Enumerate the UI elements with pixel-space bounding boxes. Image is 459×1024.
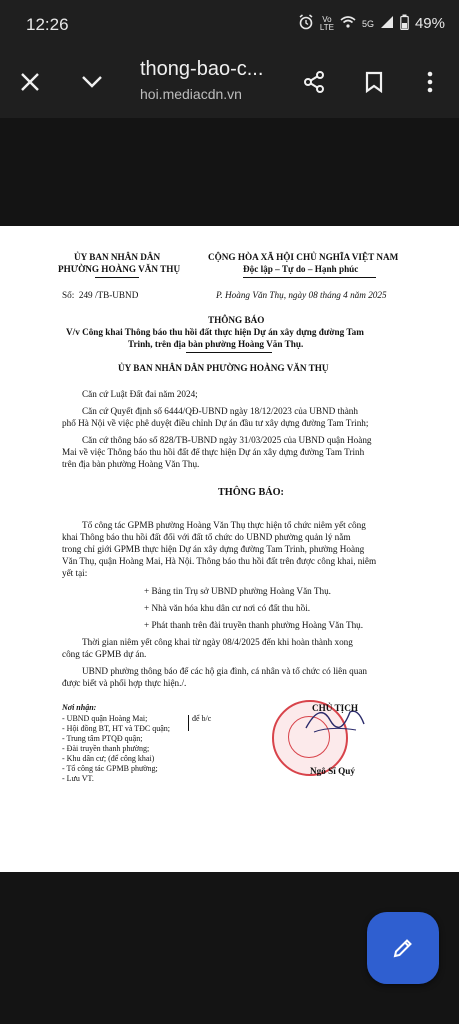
issuing-authority: ỦY BAN NHÂN DÂN PHƯỜNG HOÀNG VĂN THỤ: [118, 363, 329, 373]
left-header-line-2: PHƯỜNG HOÀNG VĂN THỤ: [58, 264, 181, 274]
recipient-6: - Tổ công tác GPMB phường;: [62, 764, 158, 773]
bookmark-icon: [365, 71, 383, 93]
time-line-1: Thời gian niêm yết công khai từ ngày 08/4/2025 đến khi hoàn thành xong: [82, 637, 353, 647]
place-date: P. Hoàng Văn Thụ, ngày 08 tháng 4 năm 2025: [216, 290, 387, 300]
right-header-line-2: Độc lập – Tự do – Hạnh phúc: [243, 264, 359, 274]
volte-indicator: Vo LTE: [319, 14, 334, 32]
body-line-1: Tổ công tác GPMB phường Hoàng Văn Thụ thực hiện tổ chức niêm yết công: [82, 520, 366, 530]
recipient-7: - Lưu VT.: [62, 774, 94, 783]
edit-pencil-icon: [391, 936, 415, 960]
wifi-icon: [340, 15, 356, 32]
basis-3-line-3: trên địa bàn phường Hoàng Văn Thụ.: [62, 459, 200, 469]
close-button[interactable]: [10, 62, 50, 102]
share-icon: [302, 70, 326, 94]
body-line-3: trong chỉ giới GPMB thực hiện Dự án xây dựng đường Tam Trinh, phường Hoàng: [62, 544, 365, 554]
viewer-background-top: [0, 118, 459, 226]
notice-heading: THÔNG BÁO:: [218, 487, 284, 498]
left-header-line-1: ỦY BAN NHÂN DÂN: [74, 252, 161, 262]
document-type: THÔNG BÁO: [208, 315, 265, 325]
basis-3-line-2: Mai về việc Thông báo thu hồi đất để thực hiện Dự án xây dựng đường Tam Trinh: [62, 447, 365, 457]
signer-name: Ngô Sĩ Quý: [310, 766, 355, 776]
recipient-2: - Hội đồng BT, HT và TĐC quận;: [62, 724, 170, 733]
subject-line-2: Trinh, trên địa bàn phường Hoàng Văn Thụ.: [128, 339, 304, 349]
signal-icon: [380, 15, 394, 32]
bookmark-button[interactable]: [354, 62, 394, 102]
recipients-bracket: [188, 715, 189, 731]
minimize-button[interactable]: [72, 62, 112, 102]
status-time: 12:26: [26, 15, 69, 34]
more-vert-icon: [427, 71, 433, 93]
battery-icon: [400, 14, 409, 33]
page-title[interactable]: thong-bao-c...: [140, 58, 264, 80]
body-line-4: Văn Thụ, quận Hoàng Mai, Hà Nội. Thông báo thu hồi đất trên được công khai, niêm: [62, 556, 377, 566]
share-button[interactable]: [294, 62, 334, 102]
bullet-1: + Bảng tin Trụ sở UBND phường Hoàng Văn Thụ.: [144, 586, 331, 596]
signer-title: CHỦ TỊCH: [312, 703, 359, 713]
body-line-5: yết tại:: [62, 568, 88, 578]
left-header-rule: [95, 277, 139, 278]
body-line-2: khai Thông báo thu hồi đất đối với đất tổ chức do UBND phường quản lý nằm: [62, 532, 351, 542]
recipient-4: - Đài truyền thanh phường;: [62, 744, 150, 753]
subject-line-1: V/v Công khai Thông báo thu hồi đất thực hiện Dự án xây dựng đường Tam: [66, 327, 364, 337]
document-number: Số: 249 /TB-UBND: [62, 290, 139, 300]
document-page: [0, 226, 459, 872]
basis-2-line-2: phố Hà Nội về việc phê duyệt điều chỉnh Dự án đầu tư xây dựng đường Tam Trinh;: [62, 418, 369, 428]
edit-fab-button[interactable]: [367, 912, 439, 984]
status-bar: [0, 0, 459, 50]
closing-line-2: được biết và phối hợp thực hiện./.: [62, 678, 187, 688]
network-type: 5G: [361, 18, 374, 29]
recipient-5: - Khu dân cư; (để công khai): [62, 754, 155, 763]
basis-2-line-1: Căn cứ Quyết định số 6444/QĐ-UBND ngày 18/12/2023 của UBND thành: [82, 406, 358, 416]
time-line-2: công tác GPMB dự án.: [62, 649, 147, 659]
recipient-1: - UBND quận Hoàng Mai;: [62, 714, 148, 723]
bullet-2: + Nhà văn hóa khu dân cư nơi có đất thu hồi.: [144, 603, 311, 613]
page-url[interactable]: hoi.mediacdn.vn: [140, 86, 242, 102]
recipients-title: Nơi nhận:: [62, 703, 97, 712]
bullet-3: + Phát thanh trên đài truyền thanh phường Hoàng Văn Thụ.: [144, 620, 364, 630]
recipients-note: để b/c: [192, 714, 212, 723]
recipient-3: - Trung tâm PTQĐ quận;: [62, 734, 143, 743]
battery-percent: 49%: [414, 15, 445, 32]
chevron-down-icon: [81, 75, 103, 89]
right-header-rule: [243, 277, 376, 278]
basis-1: Căn cứ Luật Đất đai năm 2024;: [82, 389, 198, 399]
subject-rule: [186, 352, 272, 353]
close-icon: [20, 72, 40, 92]
status-icons: [298, 14, 445, 33]
basis-3-line-1: Căn cứ thông báo số 828/TB-UBND ngày 31/03/2025 của UBND quận Hoàng: [82, 435, 372, 445]
alarm-icon: [298, 14, 314, 33]
more-options-button[interactable]: [410, 62, 450, 102]
closing-line-1: UBND phường thông báo để các hộ gia đình, cá nhân và tổ chức có liên quan: [82, 666, 368, 676]
right-header-line-1: CỘNG HÒA XÃ HỘI CHỦ NGHĨA VIỆT NAM: [208, 252, 399, 262]
